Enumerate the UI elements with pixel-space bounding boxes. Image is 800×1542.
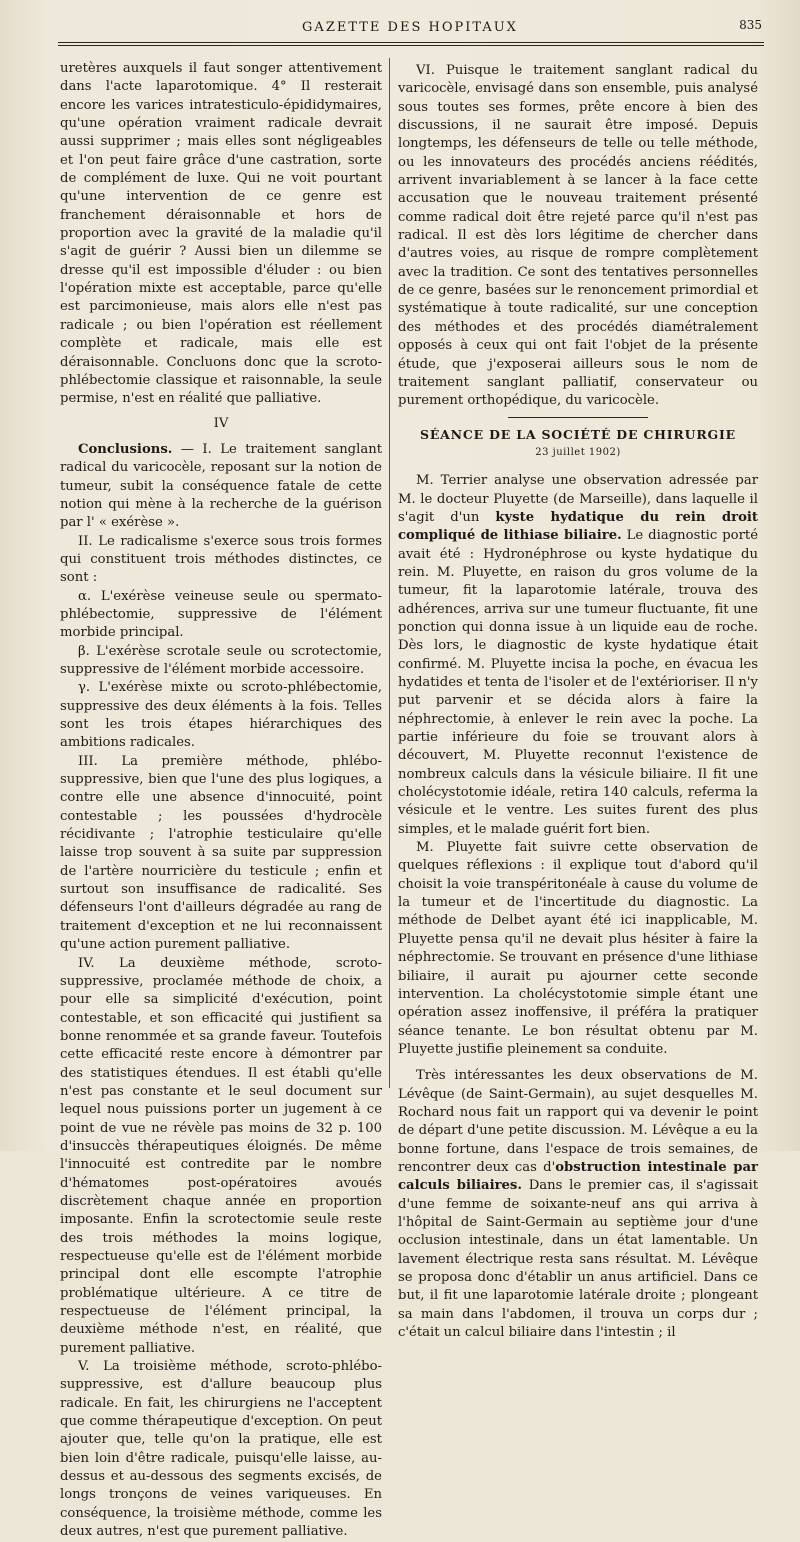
left-column <box>60 60 382 1542</box>
header-rule-double <box>58 45 764 46</box>
conclusion-iv: IV. La deuxième méthode, scroto-suppressive, proclamée méthode de choix, a pour elle sa simplicité d'exécution, point contestable, et son efficacité qui justifient sa bonne renommée et sa grande faveur. Toutefois cette efficacité reste encore à démontrer par des statistiques étendues. Il est établi qu'elle n'est pas constante et le seul document sur lequel nous puissions porter un jugement à ce point de vue ne révèle pas moins de 32 p. 100 d'insuccès thérapeutiques éloignés. De même l'innocuité est contredite par le nombre d'hématomes post-opératoires avoués discrètement chaque année en proportion imposante. Enfin la scrotectomie seule reste des trois méthodes la moins logique, respectueuse qu'elle est de l'élément morbide principal dont elle escompte l'atrophie problématique ultérieure. A ce titre de respectueuse de l'élément principal, la deuxième méthode n'est, en réalité, que purement palliative. <box>60 955 382 1356</box>
pluyette-paragraph: M. Pluyette fait suivre cette observation de quelques réflexions : il explique tout d'abord qu'il choisit la voie transpéritonéale à cause du volume de la tumeur et de l'incertitude du diagnostic. La méthode de Delbet ayant été ici inapplicable, M. Pluyette pensa qu'il ne devait plus hésiter à faire la néphrectomie. Se trouvant en présence d'une lithiase biliaire, il aurait pu ajourner cette seconde intervention. La cholécystotomie simple étant une opération assez inoffensive, il préféra la pratiquer séance tenante. Le bon résultat obtenu par M. Pluyette justifie pleinement sa conduite. <box>398 840 758 1057</box>
conclusions-paragraph <box>60 441 382 533</box>
conclusion-v: V. La troisième méthode, scroto-phlébo-suppressive, est d'allure beaucoup plus radicale. En fait, les chirurgiens ne l'acceptent que comme thérapeutique d'exception. On peut ajouter que, telle qu'on la pratique, elle est bien loin d'être radicale, puisqu'elle laisse, au-dessus et au-dessous des segments excisés, de longs tronçons de veines variqueuses. En conséquence, la troisième méthode, comme les deux autres, n'est que purement palliative. <box>60 1359 382 1540</box>
terrier-bold: kyste hydatique du rein droit compliqué de lithiase biliaire. <box>398 509 759 544</box>
terrier-text-b: Le diagnostic porté avait été : Hydronéphrose ou kyste hydatique du rein. M. Pluyette, en raison du gros volume de la tumeur, fit la laparotomie latérale, trouva des adhérences, arriva sur une tumeur fluctuante, fit une ponction qui donna issue à un liquide eau de roche. Dès lors, le diagnostic de kyste hydatique était confirmé. M. Pluyette incisa la poche, en évacua les hydatides et tenta de l'isoler et de l'extérioriser. Il n'y put parvenir et se décida alors à faire la néphrectomie, à enlever le rein avec la poche. La partie inférieure du foie se trouvant alors à découvert, M. Pluyette reconnut l'existence de nombreux calculs dans la vésicule biliaire. Il fit une cholécystotomie idéale, retira 140 calculs, referma la vésicule et le ventre. Les suites furent des plus simples, et le malade guérit fort bien. <box>398 528 758 837</box>
page-header <box>58 20 762 42</box>
section-separator <box>508 417 648 418</box>
leveque-text-a: Très intéressantes les deux observations de M. Lévêque (de Saint-Germain), au sujet desquelles M. Rochard nous fait un rapport qui va devenir le point de départ d'une petite discussion. M. Lévêque a eu la bonne fortune, dans l'espace de trois semaines, de rencontrer deux cas d' <box>398 1068 758 1175</box>
meeting-title: SÉANCE DE LA SOCIÉTÉ DE CHIRURGIE <box>420 426 736 442</box>
terrier-text-a: M. Terrier analyse une observation adressée par M. le docteur Pluyette (de Marseille), dans laquelle il s'agit d'un <box>398 473 758 525</box>
leveque-bold: obstruction intestinale par calculs biliaires. <box>398 1159 758 1194</box>
conclusions-label: Conclusions. <box>78 441 173 457</box>
conclusion-alpha: α. L'exérèse veineuse seule ou spermato-phlébectomie, suppressive de l'élément morbide principal. <box>60 588 382 641</box>
conclusion-gamma: γ. L'exérèse mixte ou scroto-phlébectomie, suppressive des deux éléments à la fois. Telles sont les trois étapes hiérarchiques des ambitions radicales. <box>60 680 382 751</box>
conclusion-iii: III. La première méthode, phlébo-suppressive, bien que l'une des plus logiques, a contre elle une absence d'innocuité, point contestable ; les poussées d'hydrocèle récidivante ; l'atrophie testiculaire qu'elle laisse trop souvent à sa suite par suppression de l'artère nourricière du testicule ; enfin et surtout son insuffisance de radicalité. Ses défenseurs l'ont d'ailleurs dégradée au rang de traitement d'exception et ne lui reconnaissent qu'une action purement palliative. <box>60 753 382 953</box>
leveque-text-b: Dans le premier cas, il s'agissait d'une femme de soixante-neuf ans qui arriva à l'hôpital de Saint-Germain au septième jour d'une occlusion intestinale, dans un état lamentable. Un lavement électrique resta sans résultat. M. Lévêque se proposa donc d'établir un anus artificiel. Dans ce but, il fit une laparotomie latérale droite ; plongeant sa main dans l'abdomen, il trouva un corps dur ; c'était un calcul biliaire dans l'intestin ; il <box>398 1178 758 1341</box>
conclusions-text: — I. Le traitement sanglant radical du varicocèle, reposant sur la notion de tumeur, subit la conséquence fatale de cette notion qui mène à la recherche de la guérison par l' « exérèse ». <box>60 441 382 531</box>
column-divider <box>389 58 390 1088</box>
page-number: 835 <box>739 18 762 32</box>
terrier-paragraph <box>398 472 758 839</box>
conclusion-ii: II. Le radicalisme s'exerce sous trois formes qui constituent trois méthodes distinctes, ce sont : <box>60 533 382 586</box>
conclusion-vi: VI. Puisque le traitement sanglant radical du varicocèle, envisagé dans son ensemble, puis analysé sous toutes ses formes, prête encore à bien des discussions, il ne saurait être imposé. Depuis longtemps, les défenseurs de telle ou telle méthode, ou les innovateurs des procédés anciens réédités, arrivent invariablement à se lancer à la face cette accusation que le nouveau traitement présenté comme radical doit être rejeté parce qu'il n'est pas radical. Il est dès lors légitime de chercher dans d'autres voies, au risque de rompre complètement avec la tradition. Ce sont des tentatives personnelles de ce genre, basées sur le renoncement primordial et systématique à toute radicalité, sur une conception des méthodes et des procédés diamétralement opposés à ceux qui ont fait l'objet de la présente étude, que j'exposerai ailleurs sous le nom de traitement sanglant palliatif, conservateur ou purement orthopédique, du varicocèle. <box>398 63 758 409</box>
conclusion-beta: β. L'exérèse scrotale seule ou scrotectomie, suppressive de l'élément morbide accessoire. <box>60 643 382 677</box>
right-column <box>398 62 758 1342</box>
header-rule <box>58 42 764 43</box>
journal-title: GAZETTE DES HOPITAUX <box>302 20 518 35</box>
meeting-date: 23 juillet 1902) <box>535 446 621 458</box>
leveque-paragraph <box>398 1067 758 1342</box>
section-heading: IV <box>213 415 229 431</box>
paragraph-continuation: uretères auxquels il faut songer attentivement dans l'acte laparotomique. 4° Il resterait encore les varices intratesticulo-épididymaires, qu'une opération vraiment radicale devrait aussi supprimer ; mais elles sont négligeables et l'on peut faire grâce d'une castration, sorte de complément de luxe. Qui ne voit pourtant qu'une intervention de ce genre est franchement déraisonnable et hors de proportion avec la gravité de la maladie qu'il s'agit de guérir ? Aussi bien un dilemme se dresse qu'il est impossible d'éluder : ou bien l'opération mixte est acceptable, parce qu'elle est parcimonieuse, mais alors elle n'est pas radicale ; ou bien l'opération est réellement complète et radicale, mais elle est déraisonnable. Concluons donc que la scroto-phlébectomie classique et raisonnable, la seule permise, n'est en réalité que palliative. <box>60 61 382 407</box>
